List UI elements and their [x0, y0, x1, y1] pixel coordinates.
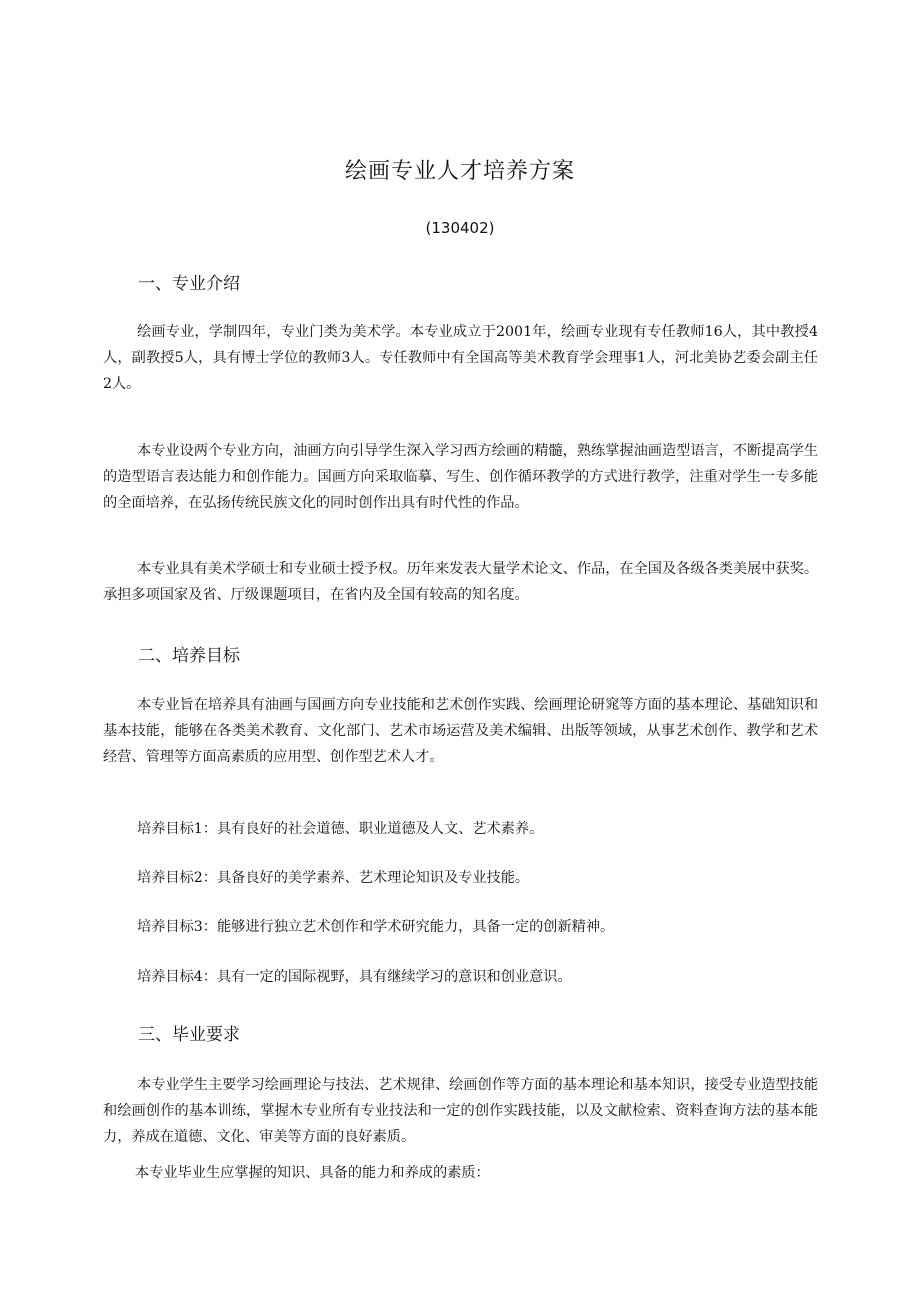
major-code: (130402)	[425, 219, 495, 237]
paragraph: 本专业具有美术学硕士和专业硕士授予权。历年来发表大量学术论文、作品，在全国及各级各类美展中获奖。承担多项国家及省、厅级课题项目，在省内及全国有较高的知名度。	[103, 561, 819, 603]
paragraph: 本专业设两个专业方向，油画方向引导学生深入学习西方绘画的精髓，熟练掌握油画造型语言，不断提高学生的造型语言表达能力和创作能力。国画方向采取临摹、写生、创作循环教学的方式进行教学，注重对学生一专多能的全面培养，在弘扬传统民族文化的同时创作出具有时代性的作品。	[103, 443, 819, 511]
document-title: 绘画专业人才培养方案	[344, 159, 575, 184]
goal-item: 培养目标3：能够进行独立艺术创作和学术研究能力，具备一定的创新精神。	[137, 919, 615, 935]
section-heading-graduation-requirements: 三、毕业要求	[138, 1025, 240, 1045]
goal-item: 培养目标2：具备良好的美学素养、艺术理论知识及专业技能。	[137, 870, 530, 886]
paragraph: 绘画专业，学制四年，专业门类为美术学。本专业成立于2001年，绘画专业现有专任教师16人，其中教授4人，副教授5人，具有博士学位的教师3人。专任教师中有全国高等美术教育学会理事1人，河北美协艺委会副主任2人。	[103, 324, 818, 392]
paragraph: 本专业学生主要学习绘画理论与技法、艺术规律、绘画创作等方面的基本理论和基本知识，接受专业造型技能和绘画创作的基本训练，掌握木专业所有专业技法和一定的创作实践技能，以及文献检索、资料查询方法的基本能力，养成在道德、文化、审美等方面的良好素质。	[103, 1077, 819, 1145]
paragraph: 本专业毕业生应掌握的知识、具备的能力和养成的素质：	[135, 1165, 490, 1181]
section-heading-introduction: 一、专业介绍	[138, 274, 240, 294]
section-heading-objectives: 二、培养目标	[138, 646, 240, 666]
goal-item: 培养目标1：具有良好的社会道德、职业道德及人文、艺术素养。	[137, 821, 544, 837]
goal-item: 培养目标4：具有一定的国际视野，具有继续学习的意识和创业意识。	[137, 969, 572, 985]
paragraph: 本专业旨在培养具有油画与国画方向专业技能和艺术创作实践、绘画理论研窕等方面的基本理论、基础知识和基本技能，能够在各类美术教育、文化部门、艺术市场运营及美术编辑、出版等领域，从事艺术创作、教学和艺术经营、管理等方面高素质的应用型、创作型艺术人才。	[103, 697, 819, 765]
